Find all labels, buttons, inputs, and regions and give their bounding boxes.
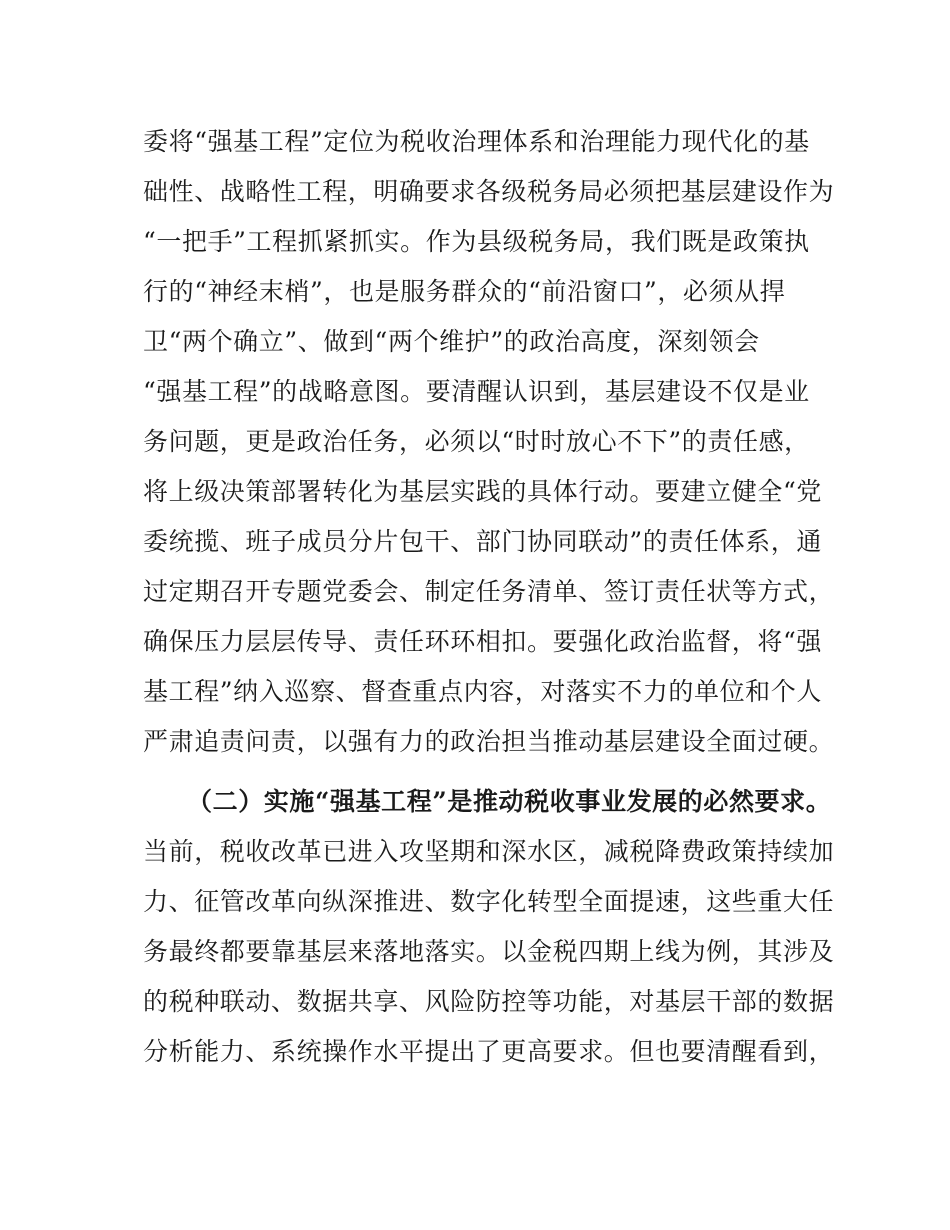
paragraph-line: “一把手”工程抓紧抓实。作为县级税务局，我们既是政策执	[143, 227, 810, 256]
paragraph-line: 当前，税收改革已进入攻坚期和深水区，减税降费政策持续加	[143, 837, 835, 866]
paragraph-line: 分析能力、系统操作水平提出了更高要求。但也要清醒看到，	[143, 1037, 835, 1066]
paragraph-line: 将上级决策部署转化为基层实践的具体行动。要建立健全“党	[143, 477, 822, 506]
paragraph-line: 务问题，更是政治任务，必须以“时时放心不下”的责任感，	[143, 427, 810, 456]
paragraph-line: 过定期召开专题党委会、制定任务清单、签订责任状等方式，	[143, 577, 835, 606]
paragraph-line: 基工程”纳入巡察、督查重点内容，对落实不力的单位和个人	[143, 677, 822, 706]
paragraph-line: 础性、战略性工程，明确要求各级税务局必须把基层建设作为	[143, 177, 835, 206]
paragraph-line: 的税种联动、数据共享、风险防控等功能，对基层干部的数据	[143, 987, 835, 1016]
paragraph-line: 确保压力层层传导、责任环环相扣。要强化政治监督，将“强	[143, 627, 822, 656]
paragraph-line: 力、征管改革向纵深推进、数字化转型全面提速，这些重大任	[143, 887, 835, 916]
paragraph-line: 务最终都要靠基层来落地落实。以金税四期上线为例，其涉及	[143, 937, 835, 966]
paragraph-line: 严肃追责问责，以强有力的政治担当推动基层建设全面过硬。	[143, 727, 835, 756]
paragraph-line: 委统揽、班子成员分片包干、部门协同联动”的责任体系，通	[143, 527, 822, 556]
paragraph-line: 卫“两个确立”、做到“两个维护”的政治高度，深刻领会	[143, 327, 760, 356]
paragraph-line: 委将“强基工程”定位为税收治理体系和治理能力现代化的基	[143, 127, 810, 156]
section-heading: （二）实施“强基工程”是推动税收事业发展的必然要求。	[187, 787, 832, 816]
paragraph-line: 行的“神经末梢”，也是服务群众的“前沿窗口”，必须从捍	[143, 277, 786, 306]
paragraph-line: “强基工程”的战略意图。要清醒认识到，基层建设不仅是业	[143, 377, 810, 406]
